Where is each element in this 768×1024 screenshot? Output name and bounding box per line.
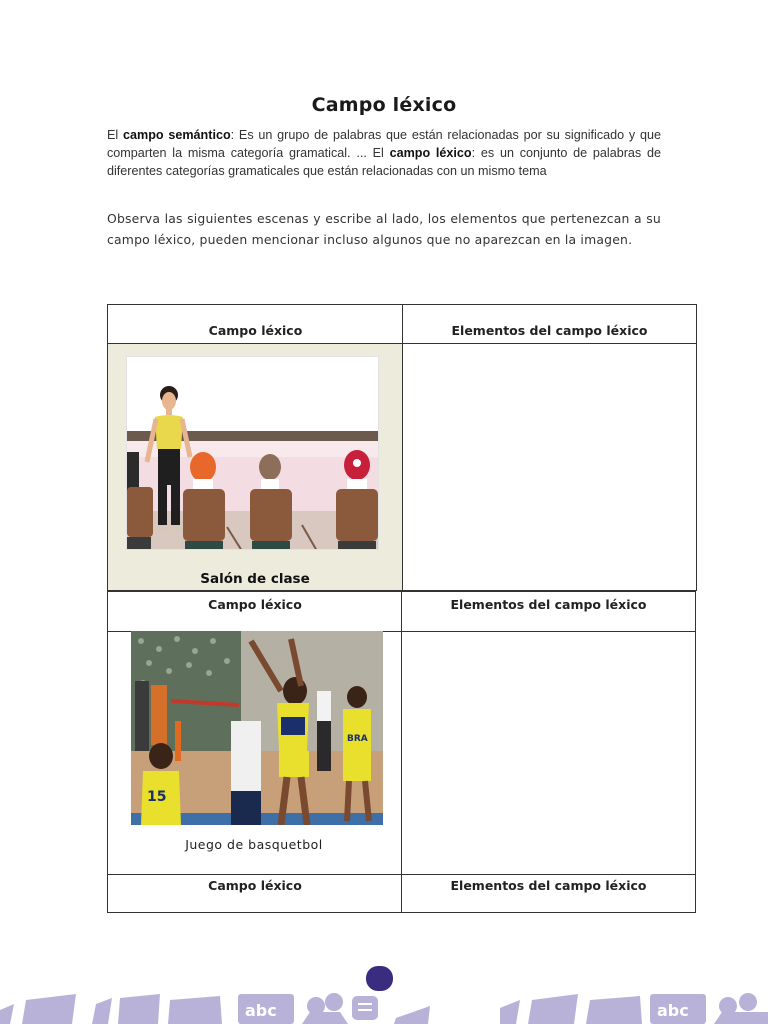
header-elementos: Elementos del campo léxico bbox=[450, 597, 647, 612]
term-campo-lexico: campo léxico bbox=[389, 146, 472, 160]
svg-text:BRA: BRA bbox=[347, 734, 368, 744]
header-campo-lexico: Campo léxico bbox=[208, 323, 303, 338]
instructions-paragraph: Observa las siguientes escenas y escribe al lado, los elementos que pertenezcan a su campo léxico, pueden mencionar incluso algunos que no aparezcan en la imagen. bbox=[107, 211, 661, 247]
footer-decoration bbox=[0, 990, 768, 1024]
svg-text:abc: abc bbox=[245, 1001, 277, 1020]
svg-text:15: 15 bbox=[147, 789, 167, 805]
answer-cell[interactable] bbox=[402, 632, 695, 875]
term-campo-semantico: campo semántico bbox=[122, 128, 231, 142]
intro-paragraph: El campo semántico: Es un grupo de palabras que están relacionadas por su significado y que comparten la misma categoría gramatical. ... El campo léxico: es un conjunto de palabras de diferentes categorías gramaticales que están relacionadas con un mismo tema bbox=[107, 128, 662, 178]
answer-cell[interactable] bbox=[403, 344, 696, 590]
page-title: Campo léxico bbox=[311, 94, 457, 116]
basketball-photo bbox=[131, 631, 383, 825]
table-block-3 bbox=[107, 874, 696, 913]
player-white bbox=[231, 721, 261, 825]
header-campo-lexico: Campo léxico bbox=[208, 878, 302, 893]
column-divider bbox=[401, 875, 402, 912]
header-elementos: Elementos del campo léxico bbox=[451, 323, 648, 338]
header-elementos: Elementos del campo léxico bbox=[450, 878, 647, 893]
header-campo-lexico: Campo léxico bbox=[208, 597, 302, 612]
caption-salon-de-clase: Salón de clase bbox=[200, 571, 310, 587]
svg-text:abc: abc bbox=[657, 1001, 689, 1020]
classroom-illustration bbox=[126, 356, 379, 550]
caption-juego-de-basquetbol: Juego de basquetbol bbox=[185, 837, 323, 852]
page-number-badge bbox=[366, 966, 393, 991]
